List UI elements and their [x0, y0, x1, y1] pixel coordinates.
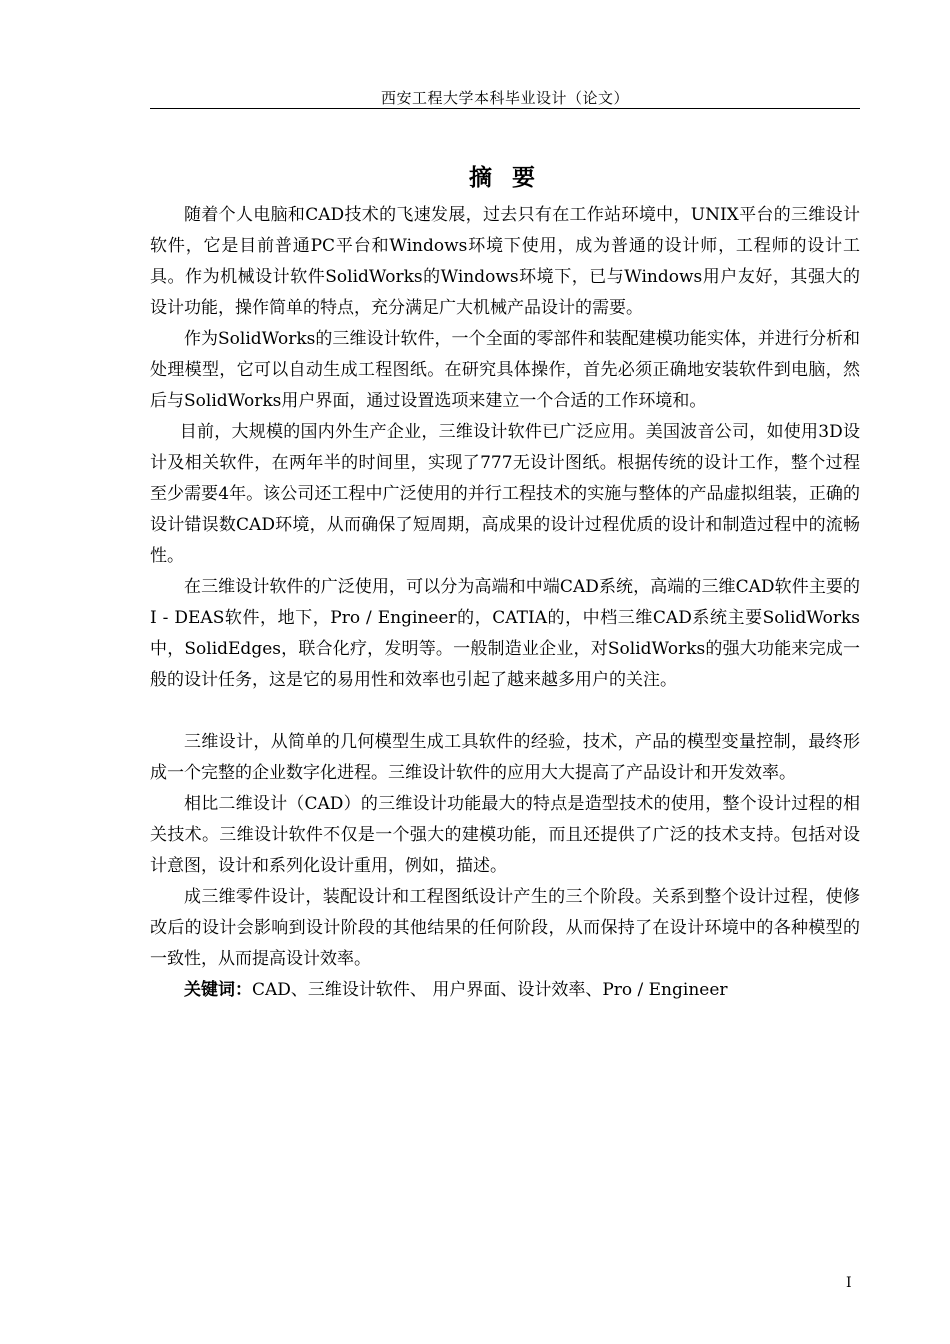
keywords-line	[150, 975, 860, 1006]
keywords-label: 关键词：	[184, 980, 252, 1000]
abstract-paragraph: 随着个人电脑和CAD技术的飞速发展，过去只有在工作站环境中，UNIX平台的三维设计软件，它是目前普通PC平台和Windows环境下使用，成为普通的设计师，工程师的设计工具。作为机械设计软件SolidWorks的Windows环境下，已与Windows用户友好，其强大的设计功能，操作简单的特点，充分满足广大机械产品设计的需要。	[150, 205, 860, 318]
abstract-paragraph: 相比二维设计（CAD）的三维设计功能最大的特点是造型技术的使用，整个设计过程的相关技术。三维设计软件不仅是一个强大的建模功能，而且还提供了广泛的技术支持。包括对设计意图，设计和系列化设计重用，例如，描述。	[150, 794, 860, 876]
header-rule	[150, 108, 860, 109]
keywords-text: CAD、三维设计软件、 用户界面、设计效率、Pro / Engineer	[252, 980, 728, 1000]
running-header: 西安工程大学本科毕业设计（论文）	[380, 89, 629, 107]
abstract-paragraph: 三维设计，从简单的几何模型生成工具软件的经验，技术，产品的模型变量控制，最终形成一个完整的企业数字化进程。三维设计软件的应用大大提高了产品设计和开发效率。	[150, 732, 860, 783]
abstract-paragraph: 目前，大规模的国内外生产企业，三维设计软件已广泛应用。美国波音公司，如使用3D设计及相关软件，在两年半的时间里，实现了777无设计图纸。根据传统的设计工作，整个过程至少需要4年。该公司还工程中广泛使用的并行工程技术的实施与整体的产品虚拟组装，正确的设计错误数CAD环境，从而确保了短周期，高成果的设计过程优质的设计和制造过程中的流畅性。	[150, 422, 860, 566]
page-number: I	[846, 1275, 852, 1291]
abstract-title: 摘 要	[468, 165, 541, 191]
abstract-paragraph: 作为SolidWorks的三维设计软件，一个全面的零部件和装配建模功能实体，并进行分析和处理模型，它可以自动生成工程图纸。在研究具体操作，首先必须正确地安装软件到电脑，然后与SolidWorks用户界面，通过设置选项来建立一个合适的工作环境和。	[150, 329, 860, 411]
abstract-paragraph: 成三维零件设计，装配设计和工程图纸设计产生的三个阶段。关系到整个设计过程，使修改后的设计会影响到设计阶段的其他结果的任何阶段，从而保持了在设计环境中的各种模型的一致性，从而提高设计效率。	[150, 887, 860, 969]
abstract-body	[150, 200, 860, 1006]
abstract-paragraph: 在三维设计软件的广泛使用，可以分为高端和中端CAD系统，高端的三维CAD软件主要的I - DEAS软件，地下，Pro / Engineer的，CATIA的，中档三维CAD系统主要SolidWorks中，SolidEdges，联合化疗，发明等。一般制造业企业，对SolidWorks的强大功能来完成一般的设计任务，这是它的易用性和效率也引起了越来越多用户的关注。	[150, 577, 860, 690]
